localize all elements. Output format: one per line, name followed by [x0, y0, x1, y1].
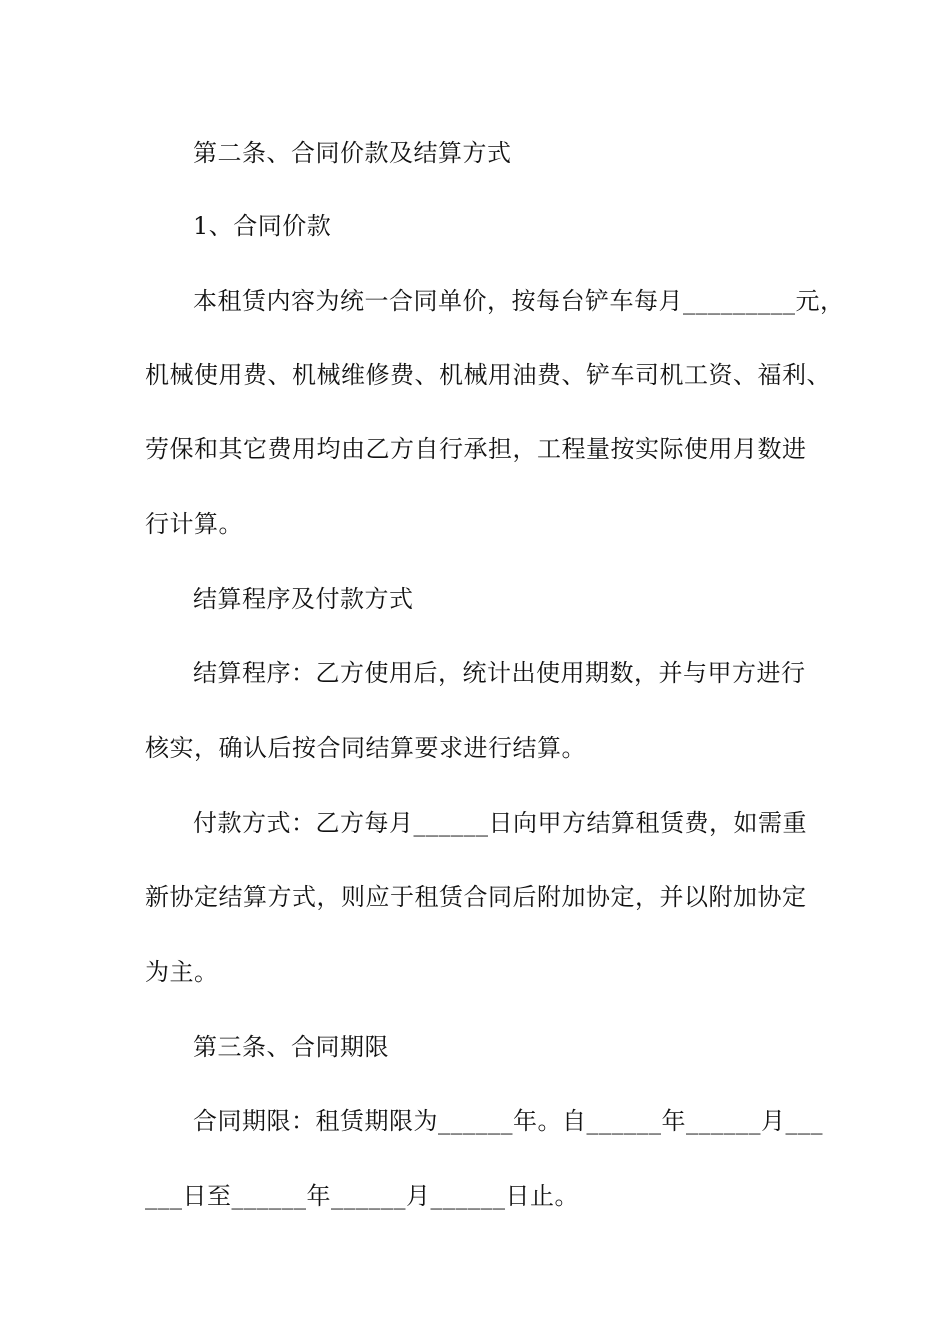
paragraph-line: 劳保和其它费用均由乙方自行承担，工程量按实际使用月数进	[145, 435, 807, 463]
paragraph-line: 机械使用费、机械维修费、机械用油费、铲车司机工资、福利、	[145, 361, 831, 389]
paragraph-line: 付款方式：乙方每月______日向甲方结算租赁费，如需重	[193, 809, 807, 837]
subsection-heading-contract-price: 1、合同价款	[193, 212, 332, 240]
subsection-heading-settlement: 结算程序及付款方式	[193, 585, 414, 613]
paragraph-line: ___日至______年______月______日止。	[145, 1182, 579, 1210]
paragraph-line: 合同期限：租赁期限为______年。自______年______月___	[193, 1107, 823, 1135]
paragraph-line: 为主。	[145, 958, 219, 986]
paragraph-line: 本租赁内容为统一合同单价，按每台铲车每月_________元，	[193, 287, 845, 315]
section-heading-article-2: 第二条、合同价款及结算方式	[193, 139, 512, 167]
paragraph-line: 行计算。	[145, 510, 243, 538]
paragraph-line: 结算程序：乙方使用后，统计出使用期数，并与甲方进行	[193, 659, 806, 687]
section-heading-article-3: 第三条、合同期限	[193, 1033, 389, 1061]
paragraph-line: 新协定结算方式，则应于租赁合同后附加协定，并以附加协定	[145, 883, 807, 911]
paragraph-line: 核实，确认后按合同结算要求进行结算。	[145, 734, 586, 762]
